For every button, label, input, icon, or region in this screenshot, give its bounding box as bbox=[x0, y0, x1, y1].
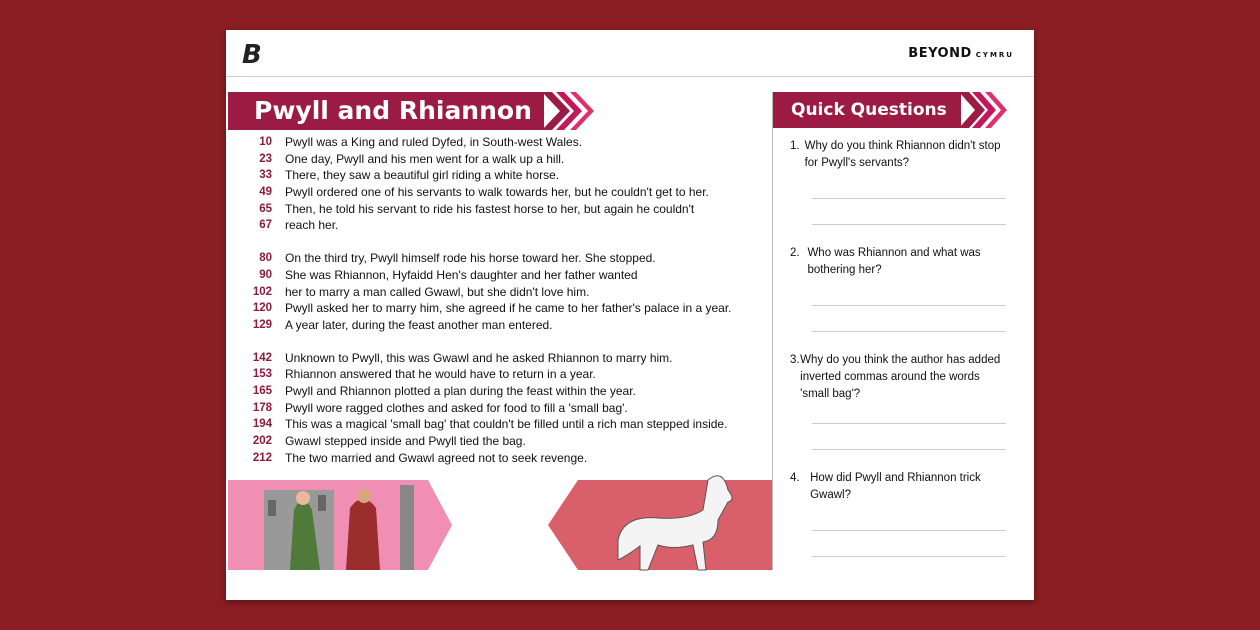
line-text: This was a magical 'small bag' that couldn't be filled until a rich man stepped inside. bbox=[285, 417, 728, 432]
story-line bbox=[246, 366, 776, 383]
worksheet bbox=[226, 30, 1034, 600]
story-line bbox=[246, 217, 776, 234]
brand-logo bbox=[908, 46, 1014, 61]
story-line bbox=[246, 267, 776, 284]
story-line bbox=[246, 300, 776, 317]
answer-line[interactable] bbox=[812, 556, 1006, 557]
paragraph bbox=[246, 350, 776, 467]
story-line bbox=[246, 416, 776, 433]
story-line bbox=[246, 383, 776, 400]
story-line bbox=[246, 350, 776, 367]
question-number: 1. bbox=[790, 140, 800, 152]
word-count: 67 bbox=[259, 219, 272, 232]
answer-line[interactable] bbox=[812, 423, 1006, 424]
word-count: 33 bbox=[259, 169, 272, 182]
paragraph bbox=[246, 134, 776, 234]
story-line bbox=[246, 151, 776, 168]
paragraph bbox=[246, 250, 776, 333]
word-count: 202 bbox=[252, 435, 272, 447]
line-text: There, they saw a beautiful girl riding a white horse. bbox=[285, 168, 560, 183]
question-text: Why do you think Rhiannon didn't stop for Pwyll's servants? bbox=[804, 140, 1001, 169]
line-text: The two married and Gwawl agreed not to seek revenge. bbox=[285, 450, 588, 465]
word-count: 49 bbox=[259, 186, 272, 199]
word-count: 165 bbox=[252, 384, 272, 397]
word-count: 102 bbox=[252, 285, 272, 298]
chevrons-icon bbox=[542, 92, 594, 130]
question-number: 2. bbox=[790, 247, 800, 259]
question-text: How did Pwyll and Rhiannon trick Gwawl? bbox=[810, 472, 981, 501]
word-count: 178 bbox=[252, 401, 272, 414]
logo: B bbox=[242, 40, 262, 70]
line-text: A year later, during the feast another man entered. bbox=[285, 317, 553, 332]
question-item bbox=[790, 138, 1006, 225]
brand-sub: CYMRU bbox=[975, 51, 1014, 59]
question-item bbox=[790, 245, 1006, 332]
line-text: Pwyll wore ragged clothes and asked for food to fill a 'small bag'. bbox=[285, 400, 628, 415]
story-line bbox=[246, 284, 776, 301]
word-count: 194 bbox=[252, 418, 272, 431]
line-text: reach her. bbox=[285, 218, 339, 233]
line-text: Pwyll was a King and ruled Dyfed, in South-west Wales. bbox=[285, 135, 583, 149]
answer-line[interactable] bbox=[812, 305, 1006, 306]
line-text: her to marry a man called Gwawl, but she didn't love him. bbox=[285, 284, 590, 299]
line-text: Pwyll and Rhiannon plotted a plan during the feast within the year. bbox=[285, 383, 636, 398]
line-text: Pwyll asked her to marry him, she agreed if he came to her father's palace in a year. bbox=[285, 301, 732, 316]
story-line bbox=[246, 400, 776, 417]
story-line bbox=[246, 317, 776, 334]
illustration-horse bbox=[578, 480, 773, 570]
brand-name: BEYOND bbox=[908, 46, 972, 61]
word-count: 80 bbox=[259, 252, 272, 265]
word-count: 212 bbox=[252, 451, 272, 464]
story-title: Pwyll and Rhiannon bbox=[228, 92, 544, 130]
answer-line[interactable] bbox=[812, 530, 1006, 531]
story-line bbox=[246, 184, 776, 201]
story-line bbox=[246, 167, 776, 184]
story-line bbox=[246, 433, 776, 450]
word-count: 120 bbox=[252, 302, 272, 315]
word-count: 153 bbox=[252, 368, 272, 381]
questions-title: Quick Questions bbox=[773, 92, 961, 128]
question-number: 3. bbox=[790, 354, 800, 366]
word-count: 23 bbox=[259, 152, 272, 165]
line-text: Then, he told his servant to ride his fastest horse to her, but again he couldn't bbox=[285, 201, 695, 216]
word-count: 65 bbox=[259, 202, 272, 215]
question-text: Who was Rhiannon and what was bothering her? bbox=[807, 247, 981, 276]
line-text: She was Rhiannon, Hyfaidd Hen's daughter and her father wanted bbox=[285, 267, 638, 282]
word-count: 90 bbox=[259, 268, 272, 281]
question-item bbox=[790, 352, 1006, 450]
red-arrow-shape bbox=[548, 480, 578, 570]
line-text: Gwawl stepped inside and Pwyll tied the bag. bbox=[285, 434, 526, 448]
story-line bbox=[246, 250, 776, 267]
header-divider bbox=[226, 76, 1034, 77]
line-text: Pwyll ordered one of his servants to walk towards her, but he couldn't get to her. bbox=[285, 185, 709, 200]
story-line bbox=[246, 134, 776, 151]
line-text: Unknown to Pwyll, this was Gwawl and he asked Rhiannon to marry him. bbox=[285, 350, 673, 365]
story-text bbox=[246, 134, 776, 482]
line-text: Rhiannon answered that he would have to return in a year. bbox=[285, 367, 596, 382]
answer-line[interactable] bbox=[812, 331, 1006, 332]
question-text: Why do you think the author has added inverted commas around the words 'small bag'? bbox=[800, 354, 1001, 400]
questions-list bbox=[790, 138, 1006, 577]
story-line bbox=[246, 450, 776, 467]
word-count: 10 bbox=[259, 136, 272, 148]
story-line bbox=[246, 201, 776, 218]
answer-line[interactable] bbox=[812, 449, 1006, 450]
word-count: 142 bbox=[252, 351, 272, 364]
illustration-pwyll-rhiannon bbox=[228, 480, 428, 570]
question-number: 4. bbox=[790, 472, 800, 484]
answer-line[interactable] bbox=[812, 224, 1006, 225]
line-text: On the third try, Pwyll himself rode his horse toward her. She stopped. bbox=[285, 251, 656, 266]
answer-line[interactable] bbox=[812, 198, 1006, 199]
word-count: 129 bbox=[252, 318, 272, 331]
line-text: One day, Pwyll and his men went for a walk up a hill. bbox=[285, 151, 565, 166]
question-item bbox=[790, 470, 1006, 557]
pink-arrow-shape bbox=[428, 480, 452, 570]
chevrons-icon bbox=[959, 92, 1007, 128]
column-divider bbox=[772, 92, 773, 570]
